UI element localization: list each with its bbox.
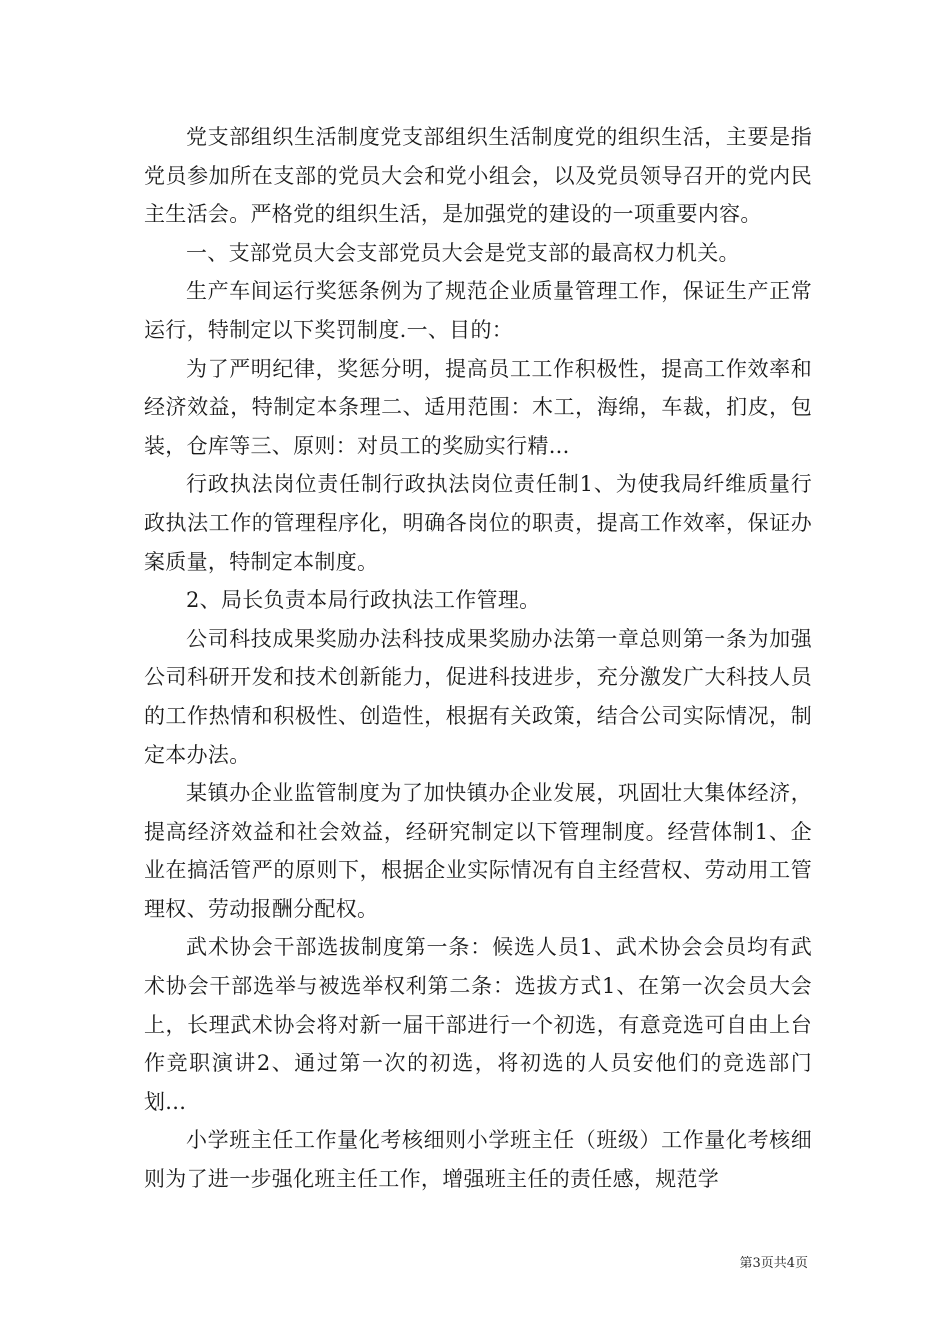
paragraph-7: 公司科技成果奖励办法科技成果奖励办法第一章总则第一条为加强公司科研开发和技术创新能力，促进科技进步，充分激发广大科技人员的工作热情和积极性、创造性，根据有关政策，结合公司实际情况，制定本办法。 [144, 626, 812, 767]
page-number: 第3页共4页 [739, 1256, 808, 1271]
paragraph-9: 武术协会干部选拔制度第一条：候选人员1、武术协会会员均有武术协会干部选举与被选举权利第二条：选拔方式1、在第一次会员大会上，长理武术协会将对新一届干部进行一个初选，有意竞选可自由上台作竞职演讲2、通过第一次的初选，将初选的人员安他们的竞选部门划... [144, 935, 812, 1114]
paragraph-10: 小学班主任工作量化考核细则小学班主任（班级）工作量化考核细则为了进一步强化班主任工作，增强班主任的责任感，规范学 [144, 1128, 812, 1192]
paragraph-8: 某镇办企业监管制度为了加快镇办企业发展，巩固壮大集体经济，提高经济效益和社会效益，经研究制定以下管理制度。经营体制1、企业在搞活管严的原则下，根据企业实际情况有自主经营权、劳动用工管理权、劳动报酬分配权。 [144, 781, 812, 921]
document-body [144, 118, 812, 1199]
paragraph-3: 生产车间运行奖惩条例为了规范企业质量管理工作，保证生产正常运行，特制定以下奖罚制度.一、目的： [144, 279, 812, 342]
paragraph-6: 2、局长负责本局行政执法工作管理。 [186, 588, 541, 613]
paragraph-5: 行政执法岗位责任制行政执法岗位责任制1、为使我局纤维质量行政执法工作的管理程序化，明确各岗位的职责，提高工作效率，保证办案质量，特制定本制度。 [144, 472, 812, 574]
paragraph-1: 党支部组织生活制度党支部组织生活制度党的组织生活，主要是指党员参加所在支部的党员大会和党小组会，以及党员领导召开的党内民主生活会。严格党的组织生活，是加强党的建设的一项重要内容。 [144, 125, 812, 227]
paragraph-4: 为了严明纪律，奖惩分明，提高员工工作积极性，提高工作效率和经济效益，特制定本条理二、适用范围：木工，海绵，车裁，扪皮，包装，仓库等三、原则：对员工的奖励实行精... [144, 356, 812, 458]
paragraph-2: 一、支部党员大会支部党员大会是党支部的最高权力机关。 [186, 240, 740, 265]
